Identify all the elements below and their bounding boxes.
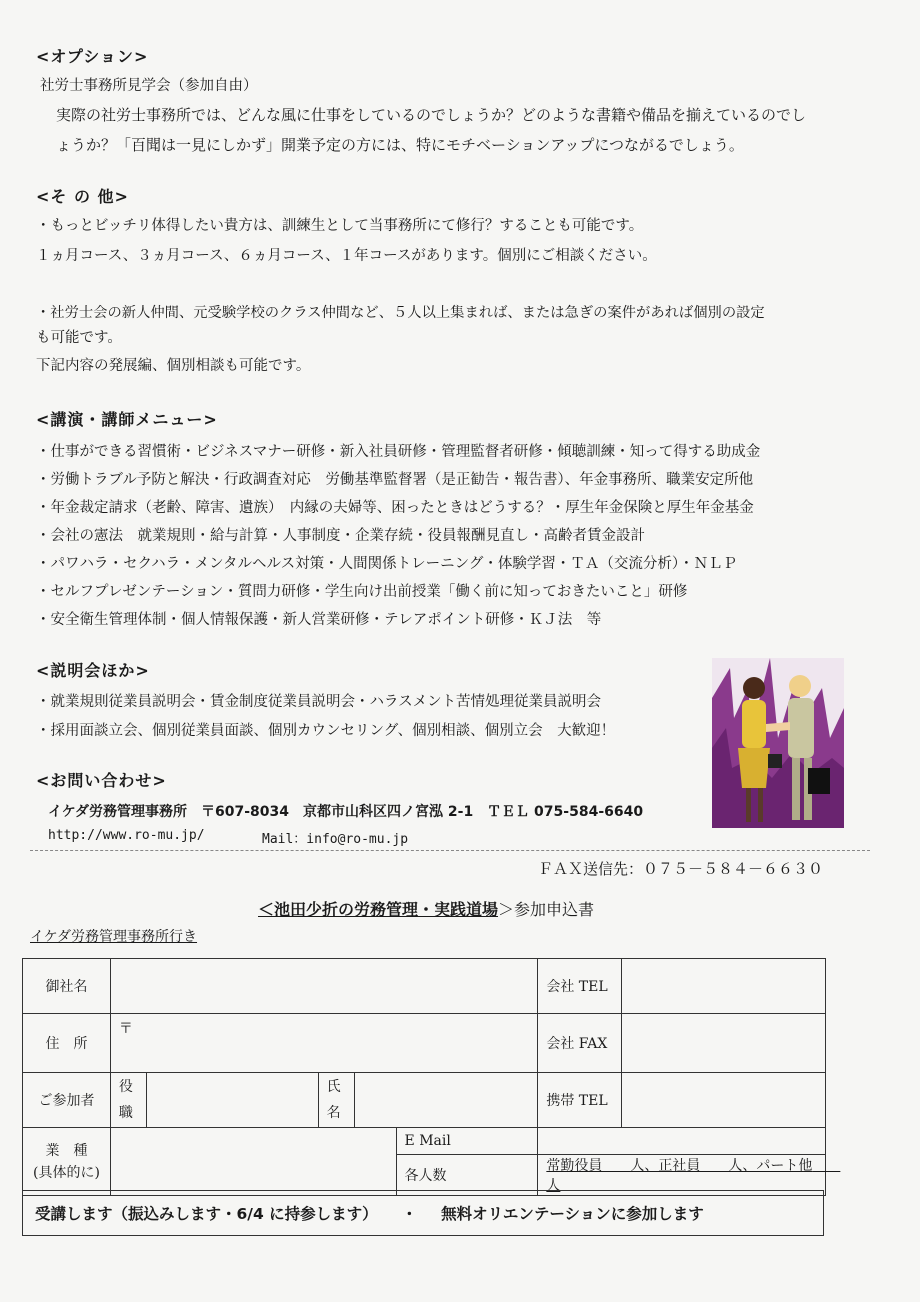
form-row-industry: [23, 1128, 826, 1155]
industry-label-bottom: (具体的に): [32, 1164, 100, 1181]
option-item: 社労士事務所見学会（参加自由）: [40, 78, 258, 94]
menu-item: ・仕事ができる習慣術・ビジネスマナー研修・新入社員研修・管理監督者研修・傾聴訓練・知って得する助成金: [36, 444, 761, 460]
briefing-item: ・就業規則従業員説明会・賃金制度従業員説明会・ハラスメント苦情処理従業員説明会: [36, 694, 602, 710]
contact-mail[interactable]: Mail：info@ro-mu.jp: [262, 832, 409, 847]
other-line-1: ・もっとビッチリ体得したい貴方は、訓練生として当事務所にて修行？することも可能です。: [36, 218, 644, 234]
menu-item: ・パワハラ・セクハラ・メンタルヘルス対策・人間関係トレーニング・体験学習・ＴＡ（交流分析）・ＮＬＰ: [36, 556, 738, 572]
postal-mark: 〒: [118, 1021, 133, 1037]
email-label: E Mail: [396, 1128, 538, 1155]
other-line-2: １ヵ月コース、３ヵ月コース、６ヵ月コース、１年コースがあります。個別にご相談ください。: [36, 248, 657, 264]
option-desc-1: 実際の社労士事務所では、どんな風に仕事をしているのでしょうか？どのような書籍や備品を揃えているのでし: [56, 106, 807, 124]
company-fax-label: 会社 FAX: [538, 1014, 622, 1073]
briefing-heading: <説明会ほか>: [36, 661, 150, 680]
menu-item: ・会社の憲法 就業規則・給与計算・人事制度・企業存続・役員報酬見直し・高齢者賃金設計: [36, 528, 645, 544]
address-field[interactable]: [110, 1014, 537, 1073]
menu-item: ・労働トラブル予防と解決・行政調査対応 労働基準監督署（是正勧告・報告書）、年金事務所、職業安定所他: [36, 472, 754, 488]
company-name-label: 御社名: [23, 959, 111, 1014]
fax-number: ＦＡＸ送信先：０７５－５８４－６６３０: [538, 860, 824, 878]
form-title-tail: ＞参加申込書: [498, 900, 595, 919]
email-field[interactable]: [538, 1128, 826, 1155]
option-desc-2: ょうか？「百聞は一見にしかず」開業予定の方には、特にモチベーションアップにつながるでしょう。: [56, 136, 744, 154]
cut-line-divider: [30, 850, 870, 851]
mobile-tel-field[interactable]: [622, 1073, 826, 1128]
form-addressee: イケダ労務管理事務所行き: [30, 929, 198, 945]
contact-address: イケダ労務管理事務所 〒607-8034 京都市山科区四ノ宮泓 2-1 ＴＥＬ 075-584-6640: [48, 804, 644, 820]
role-label-bottom: 職: [118, 1105, 133, 1121]
other-line-3: ・社労士会の新人仲間、元受験学校のクラス仲間など、５人以上集まれば、または急ぎの案件があれば個別の設定: [36, 305, 765, 321]
application-form-table: [22, 958, 841, 1196]
menu-heading: <講演・講師メニュー>: [36, 410, 218, 429]
menu-item: ・安全衛生管理体制・個人情報保護・新人営業研修・テレアポイント研修・ＫＪ法 等: [36, 612, 602, 628]
menu-item: ・年金裁定請求（老齢、障害、遺族） 内縁の夫婦等、困ったときはどうする？・厚生年金保険と厚生年金基金: [36, 500, 754, 516]
form-title-main: ＜池田少折の労務管理・実践道場: [258, 900, 499, 919]
contact-url[interactable]: http://www.ro-mu.jp/: [48, 828, 205, 843]
accept-box: [22, 1190, 824, 1236]
form-row-company: [23, 959, 826, 1014]
form-row-address: [23, 1014, 826, 1073]
person-name-field[interactable]: [354, 1073, 538, 1128]
other-line-4: も可能です。: [36, 330, 122, 346]
handshake-illustration: [712, 658, 844, 828]
industry-label-top: 業 種: [45, 1142, 88, 1159]
industry-field[interactable]: [110, 1128, 396, 1196]
menu-item: ・セルフプレゼンテーション・質問力研修・学生向け出前授業「働く前に知っておきたいこと」研修: [36, 584, 688, 600]
company-fax-field[interactable]: [622, 1014, 826, 1073]
accept-orientation-option[interactable]: 無料オリエンテーションに参加します: [441, 1205, 704, 1223]
name-label-top: 氏: [326, 1079, 341, 1095]
other-line-5: 下記内容の発展編、個別相談も可能です。: [36, 358, 311, 374]
other-heading: <そ の 他>: [36, 187, 129, 206]
company-tel-label: 会社 TEL: [538, 959, 622, 1014]
name-label-bottom: 名: [326, 1105, 341, 1121]
company-tel-field[interactable]: [622, 959, 826, 1014]
form-row-participant: [23, 1073, 826, 1128]
role-label: [110, 1073, 146, 1128]
contact-heading: <お問い合わせ>: [36, 771, 167, 790]
address-label: 住 所: [23, 1014, 111, 1073]
mobile-tel-label: 携帯 TEL: [538, 1073, 622, 1128]
headcount-field[interactable]: 常勤役員 人、正社員 人、パート他 人: [538, 1155, 826, 1196]
person-name-label: [318, 1073, 354, 1128]
participant-label: ご参加者: [23, 1073, 111, 1128]
role-label-top: 役: [118, 1079, 133, 1095]
accept-attend-option[interactable]: 受講します（振込みします・6/4 に持参します）: [35, 1205, 378, 1223]
accept-separator: ・: [401, 1205, 418, 1223]
form-title: [258, 897, 594, 920]
briefing-item: ・採用面談立会、個別従業員面談、個別カウンセリング、個別相談、個別立会 大歓迎！: [36, 723, 616, 739]
industry-label: [23, 1128, 111, 1196]
role-field[interactable]: [146, 1073, 318, 1128]
company-name-field[interactable]: [110, 959, 537, 1014]
option-heading: <オプション>: [36, 47, 149, 66]
headcount-label: 各人数: [396, 1155, 538, 1196]
